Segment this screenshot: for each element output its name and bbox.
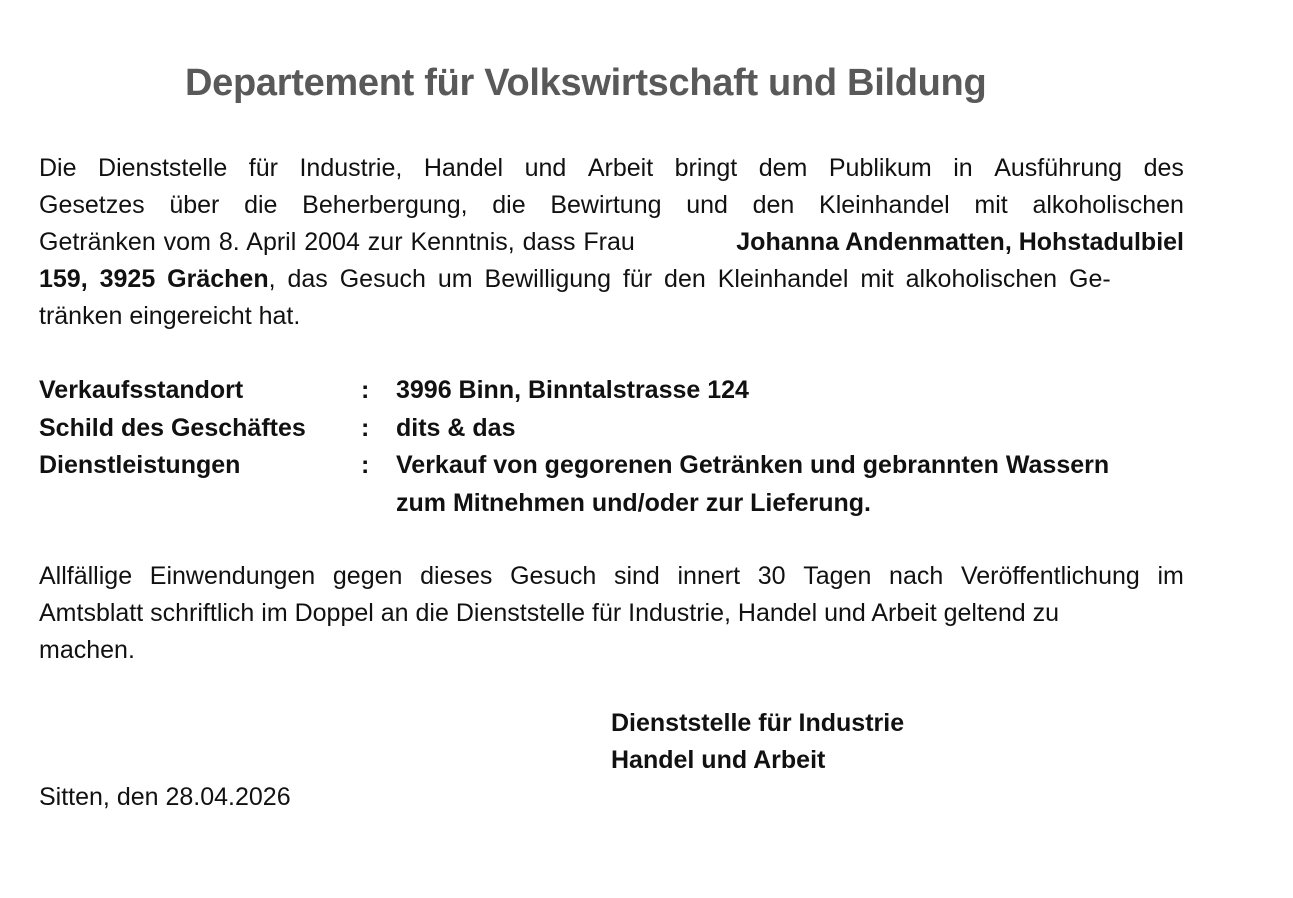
word: Kleinhandel: [819, 191, 950, 219]
detail-value-services-cont: zum Mitnehmen und/oder zur Lieferung.: [396, 488, 871, 517]
objection-line-3: machen.: [39, 636, 135, 664]
word: Industrie,: [299, 154, 403, 182]
word: Veröffentlichung: [960, 562, 1140, 590]
signature-line-1: Dienststelle für Industrie: [611, 709, 905, 737]
objection-paragraph: [39, 558, 1184, 669]
word: Tagen: [803, 562, 872, 590]
word: in: [953, 154, 973, 182]
detail-colon: :: [361, 376, 370, 404]
intro-line-5: tränken eingereicht hat.: [39, 302, 301, 330]
word: für: [248, 154, 278, 182]
signature-line-2: Handel und Arbeit: [611, 746, 826, 774]
detail-colon: :: [361, 451, 370, 479]
page-title: Departement für Volkswirtschaft und Bildung: [185, 62, 987, 104]
detail-value-location: 3996 Binn, Binntalstrasse 124: [396, 376, 749, 404]
intro-line-3: [39, 224, 1184, 261]
word: Dienststelle: [98, 154, 228, 182]
place-date: Sitten, den 28.04.2026: [39, 783, 291, 811]
word: und: [524, 154, 567, 182]
signature-block: [611, 705, 904, 779]
detail-colon: :: [361, 413, 370, 442]
word: Allfällige: [39, 562, 133, 590]
detail-label-location: Verkaufsstandort: [39, 376, 244, 404]
intro-line-2: [39, 187, 1184, 224]
word: Die: [39, 154, 77, 182]
intro-line-4-post: , das Gesuch um Bewilligung für den Kleinhandel mit alkoholischen Ge-: [268, 265, 1111, 293]
word: und: [686, 191, 728, 219]
word: Publikum: [828, 154, 932, 182]
applicant-name: Johanna Andenmatten, Hohstadulbiel: [736, 228, 1184, 256]
word: Arbeit: [587, 154, 654, 182]
word: Handel: [423, 154, 504, 182]
word: bringt: [674, 154, 738, 182]
word: nach: [889, 562, 944, 590]
intro-paragraph: [39, 150, 1184, 335]
word: gegen: [332, 562, 403, 590]
word: die: [244, 191, 278, 219]
applicant-address: 159, 3925 Grächen: [39, 265, 269, 293]
word: sind: [613, 562, 660, 590]
objection-line-2: Amtsblatt schriftlich im Doppel an die Dienststelle für Industrie, Handel und Arbeit geltend zu: [39, 599, 1059, 627]
word: die: [492, 191, 526, 219]
word: im: [1157, 562, 1184, 590]
intro-line-4-text: [39, 261, 1111, 298]
word: mit: [974, 191, 1008, 219]
intro-line-4: [39, 261, 1184, 298]
detail-label-services: Dienstleistungen: [39, 451, 241, 479]
word: alkoholischen: [1032, 191, 1184, 219]
word: Gesuch: [510, 562, 597, 590]
word: dem: [758, 154, 808, 182]
word: Gesetzes: [39, 191, 145, 219]
objection-line-1: [39, 558, 1184, 595]
word: des: [1143, 154, 1184, 182]
word: den: [752, 191, 795, 219]
intro-line-1: [39, 150, 1184, 187]
detail-value-shop-sign: dits & das: [396, 413, 516, 442]
word: 30: [757, 562, 786, 590]
intro-line-3-text: Getränken vom 8. April 2004 zur Kenntnis, dass Frau: [39, 228, 635, 256]
word: Beherbergung,: [302, 191, 468, 219]
word: Ausführung: [994, 154, 1123, 182]
word: dieses: [420, 562, 493, 590]
word: über: [169, 191, 220, 219]
word: innert: [677, 562, 741, 590]
word: Bewirtung: [550, 191, 662, 219]
word: Einwendungen: [149, 562, 316, 590]
detail-value-services: Verkauf von gegorenen Getränken und gebrannten Wassern: [396, 451, 1110, 479]
detail-label-shop-sign: Schild des Geschäftes: [39, 413, 306, 442]
